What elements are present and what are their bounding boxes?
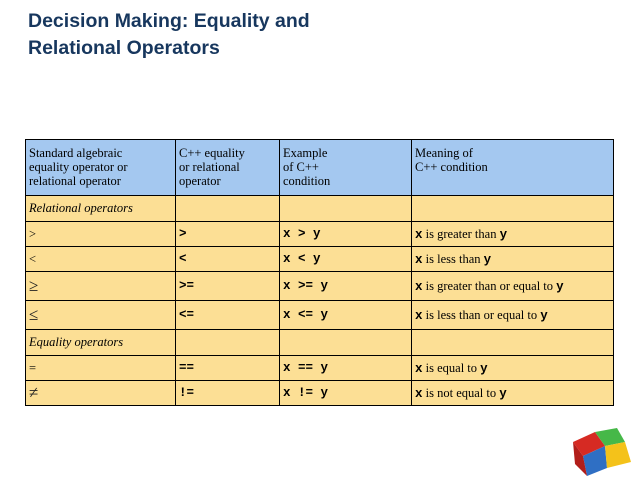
table-row — [26, 247, 614, 272]
cpp-operator: < — [176, 247, 280, 272]
header-meaning: Meaning of C++ condition — [412, 140, 614, 196]
meaning-cell: x is greater than or equal to y — [412, 272, 614, 301]
meaning-cell: x is greater than y — [412, 222, 614, 247]
algebraic-symbol: > — [26, 222, 176, 247]
example-condition: x > y — [280, 222, 412, 247]
table-row — [26, 301, 614, 330]
meaning-cell: x is less than y — [412, 247, 614, 272]
meaning-cell: x is less than or equal to y — [412, 301, 614, 330]
table-row — [26, 222, 614, 247]
section-row-relational — [26, 196, 614, 222]
header-cpp-operator: C++ equality or relational operator — [176, 140, 280, 196]
example-condition: x == y — [280, 356, 412, 381]
meaning-cell: x is not equal to y — [412, 381, 614, 406]
cube-logo-yellow-face — [605, 442, 631, 468]
table-row — [26, 272, 614, 301]
cube-logo-icon — [565, 420, 635, 478]
algebraic-symbol: ≤ — [26, 301, 176, 330]
section-label: Relational operators — [26, 196, 176, 222]
operators-table — [25, 139, 614, 406]
cpp-operator: != — [176, 381, 280, 406]
table-row — [26, 356, 614, 381]
meaning-cell: x is equal to y — [412, 356, 614, 381]
title-line-1: Decision Making: Equality and — [28, 10, 310, 32]
table-row — [26, 381, 614, 406]
algebraic-symbol: ≠ — [26, 381, 176, 406]
example-condition: x <= y — [280, 301, 412, 330]
cpp-operator: > — [176, 222, 280, 247]
title-line-2: Relational Operators — [28, 37, 220, 59]
example-condition: x < y — [280, 247, 412, 272]
section-row-equality — [26, 330, 614, 356]
section-label: Equality operators — [26, 330, 176, 356]
cpp-operator: == — [176, 356, 280, 381]
cpp-operator: >= — [176, 272, 280, 301]
algebraic-symbol: = — [26, 356, 176, 381]
header-example: Example of C++ condition — [280, 140, 412, 196]
example-condition: x != y — [280, 381, 412, 406]
cpp-operator: <= — [176, 301, 280, 330]
algebraic-symbol: ≥ — [26, 272, 176, 301]
slide-title — [28, 8, 448, 62]
algebraic-symbol: < — [26, 247, 176, 272]
example-condition: x >= y — [280, 272, 412, 301]
header-algebraic: Standard algebraic equality operator or relational operator — [26, 140, 176, 196]
header-row — [26, 140, 614, 196]
